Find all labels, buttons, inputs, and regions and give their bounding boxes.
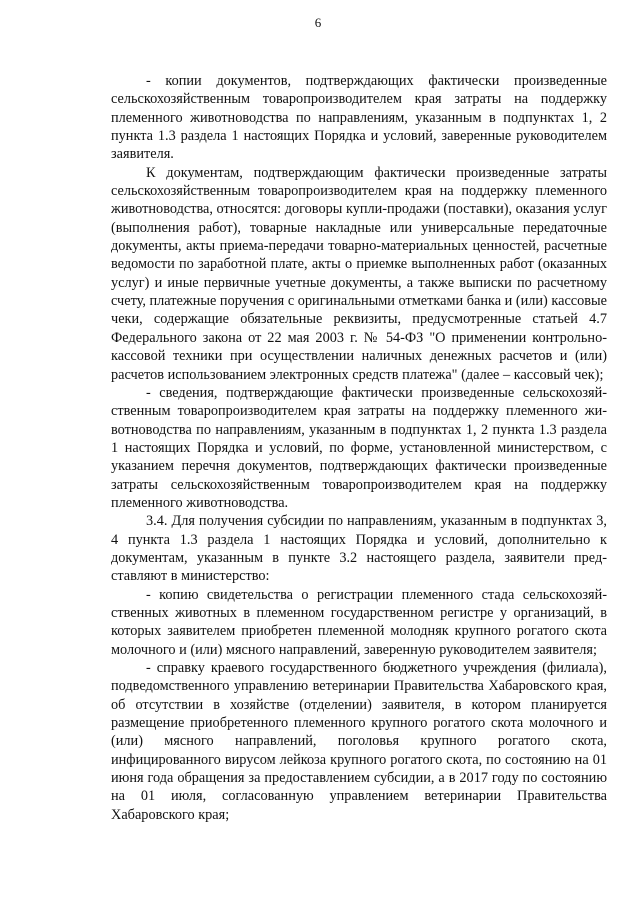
paragraph-copies-of-documents: - копии документов, подтверждающих фактически произведенные сельскохозяйственным товаропроизводителем края затраты на поддержку племенного животноводства по направлениям, указанным в подпунктах 1, 2 пункта 1.3 раздела 1 настоящих Порядка и условий, заверенные руководителем заявителя.: [111, 73, 607, 163]
paragraph-copy-of-certificate: - копию свидетельства о регистрации племенного стада сельскохозяйственных животных в племенном государственном регистре у организаций, в которых заявителем приобретен племенной молодняк крупного рогатого скота молочного и (или) мясного направлений, заверенную руководителем заявителя;: [111, 586, 607, 658]
paragraph-veterinary-certificate: - справку краевого государственного бюджетного учреждения (филиала), подведомственного управлению ветеринарии Правительства Хабаровского края, об отсутствии в хозяйстве (отделении) заявителя, в котором планируется размещение приобретенного племенного крупного рогатого скота молочного и (или) мясного направлений, поголовья крупного рогатого скота, инфицированного вирусом лейкоза крупного рогатого скота, по состоянию на 01 июня года обращения за предоставлением субсидии, а в 2017 году по состоянию на 01 июля, согласованную управлением ветеринарии Правительства Хабаровского края;: [111, 660, 607, 823]
document-body: [111, 72, 607, 824]
paragraph-information-confirming-costs: - сведения, подтверждающие фактически произведенные сельскохозяйственным товаропроизводителем края затраты на поддержку племенного животноводства по направлениям, указанным в подпунктах 1, 2 пункта 1.3 раздела 1 настоящих Порядка и условий, по форме, установленной министерством, с указанием перечня документов, подтверждающих фактически произведенные затраты сельскохозяйственным товаропроизводителем края на поддержку племенного животноводства.: [111, 384, 607, 511]
paragraph-documents-confirming-costs: К документам, подтверждающим фактически произведенные затраты сельскохозяйственным товаропроизводителем края на поддержку племенного животноводства, относятся: договоры купли-продажи (поставки), оказания услуг (выполнения работ), товарные накладные или универсальные передаточные документы, акты приема-передачи товарно-материальных ценностей, расчетные ведомости по заработной плате, акты о приемке выполненных работ (оказанных услуг) и иные первичные учетные документы, а также выписки по расчетному счету, платежные поручения с оригинальными отметками банка и (или) кассовые чеки, содержащие обязательные реквизиты, предусмотренные статьей 4.7 Федерального закона от 22 мая 2003 г. № 54-ФЗ "О применении контрольно-кассовой техники при осуществлении наличных денежных расчетов и (или) расчетов использованием электронных средств платежа" (далее – кассовый чек);: [111, 164, 608, 383]
page-number: 6: [314, 15, 322, 30]
paragraph-section-3-4: 3.4. Для получения субсидии по направлениям, указанным в подпунктах 3, 4 пункта 1.3 раздела 1 настоящих Порядка и условий, дополнительно к документам, указанным в пункте 3.2 настоящего раздела, заявители представляют в министерство:: [111, 513, 607, 585]
